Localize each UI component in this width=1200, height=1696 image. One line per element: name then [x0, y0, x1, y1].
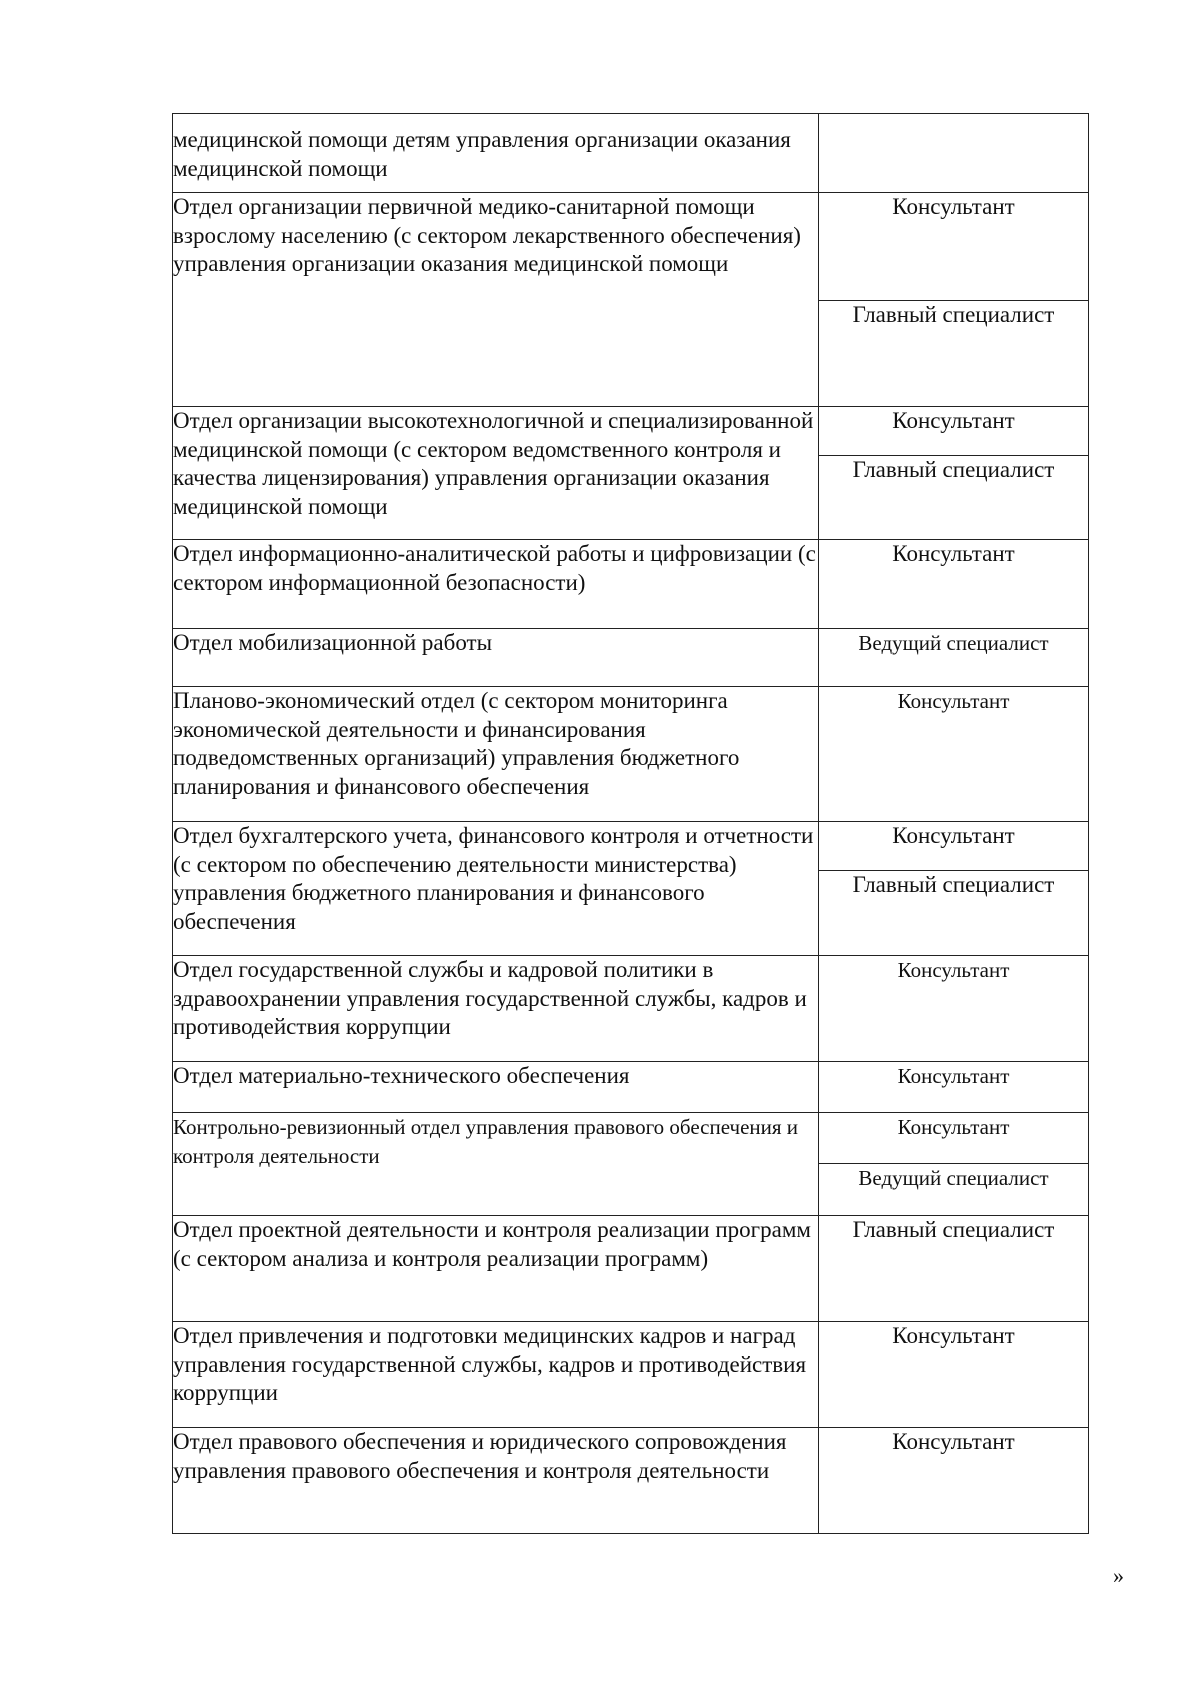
position-cell: Главный специалист	[819, 871, 1089, 956]
department-cell: медицинской помощи детям управления организации оказания медицинской помощи	[173, 114, 819, 193]
table-row	[173, 540, 1089, 629]
table-row	[173, 407, 1089, 456]
department-cell: Отдел проектной деятельности и контроля реализации программ (с сектором анализа и контроля реализации программ)	[173, 1216, 819, 1322]
table-row	[173, 1062, 1089, 1113]
position-cell: Консультант	[819, 193, 1089, 301]
position-cell: Главный специалист	[819, 1216, 1089, 1322]
department-cell: Отдел мобилизационной работы	[173, 629, 819, 687]
table-row	[173, 1113, 1089, 1164]
position-cell: Ведущий специалист	[819, 1164, 1089, 1216]
position-cell: Главный специалист	[819, 456, 1089, 540]
table-row	[173, 822, 1089, 871]
table-row	[173, 629, 1089, 687]
position-cell: Консультант	[819, 1428, 1089, 1534]
position-cell: Консультант	[819, 1113, 1089, 1164]
position-cell: Консультант	[819, 956, 1089, 1062]
department-cell: Контрольно-ревизионный отдел управления правового обеспечения и контроля деятельности	[173, 1113, 819, 1216]
table-row	[173, 687, 1089, 822]
positions-table	[172, 113, 1089, 1534]
department-cell: Отдел информационно-аналитической работы и цифровизации (с сектором информационной безопасности)	[173, 540, 819, 629]
department-cell: Отдел бухгалтерского учета, финансового контроля и отчетности (с сектором по обеспечению деятельности министерства) управления бюджетного планирования и финансового обеспечения	[173, 822, 819, 956]
table-row	[173, 193, 1089, 301]
department-cell: Планово-экономический отдел (с сектором мониторинга экономической деятельности и финансирования подведомственных организаций) управления бюджетного планирования и финансового обеспечения	[173, 687, 819, 822]
position-cell: Ведущий специалист	[819, 629, 1089, 687]
table-row	[173, 956, 1089, 1062]
department-cell: Отдел организации первичной медико-санитарной помощи взрослому населению (с сектором лекарственного обеспечения) управления организации оказания медицинской помощи	[173, 193, 819, 407]
department-cell: Отдел государственной службы и кадровой политики в здравоохранении управления государственной службы, кадров и противодействия коррупции	[173, 956, 819, 1062]
position-cell: Консультант	[819, 1062, 1089, 1113]
closing-quote-mark: »	[1113, 1563, 1124, 1588]
table-row	[173, 1322, 1089, 1428]
table-row	[173, 1428, 1089, 1534]
position-cell	[819, 114, 1089, 193]
position-cell: Консультант	[819, 407, 1089, 456]
department-cell: Отдел организации высокотехнологичной и специализированной медицинской помощи (с сектором ведомственного контроля и качества лицензирования) управления организации оказания медицинской помощи	[173, 407, 819, 540]
position-cell: Консультант	[819, 822, 1089, 871]
position-cell: Консультант	[819, 687, 1089, 822]
table-row	[173, 1216, 1089, 1322]
department-cell: Отдел привлечения и подготовки медицинских кадров и наград управления государственной службы, кадров и противодействия коррупции	[173, 1322, 819, 1428]
position-cell: Консультант	[819, 540, 1089, 629]
position-cell: Консультант	[819, 1322, 1089, 1428]
table-row	[173, 114, 1089, 193]
position-cell: Главный специалист	[819, 301, 1089, 407]
department-cell: Отдел правового обеспечения и юридического сопровождения управления правового обеспечения и контроля деятельности	[173, 1428, 819, 1534]
department-cell: Отдел материально-технического обеспечения	[173, 1062, 819, 1113]
